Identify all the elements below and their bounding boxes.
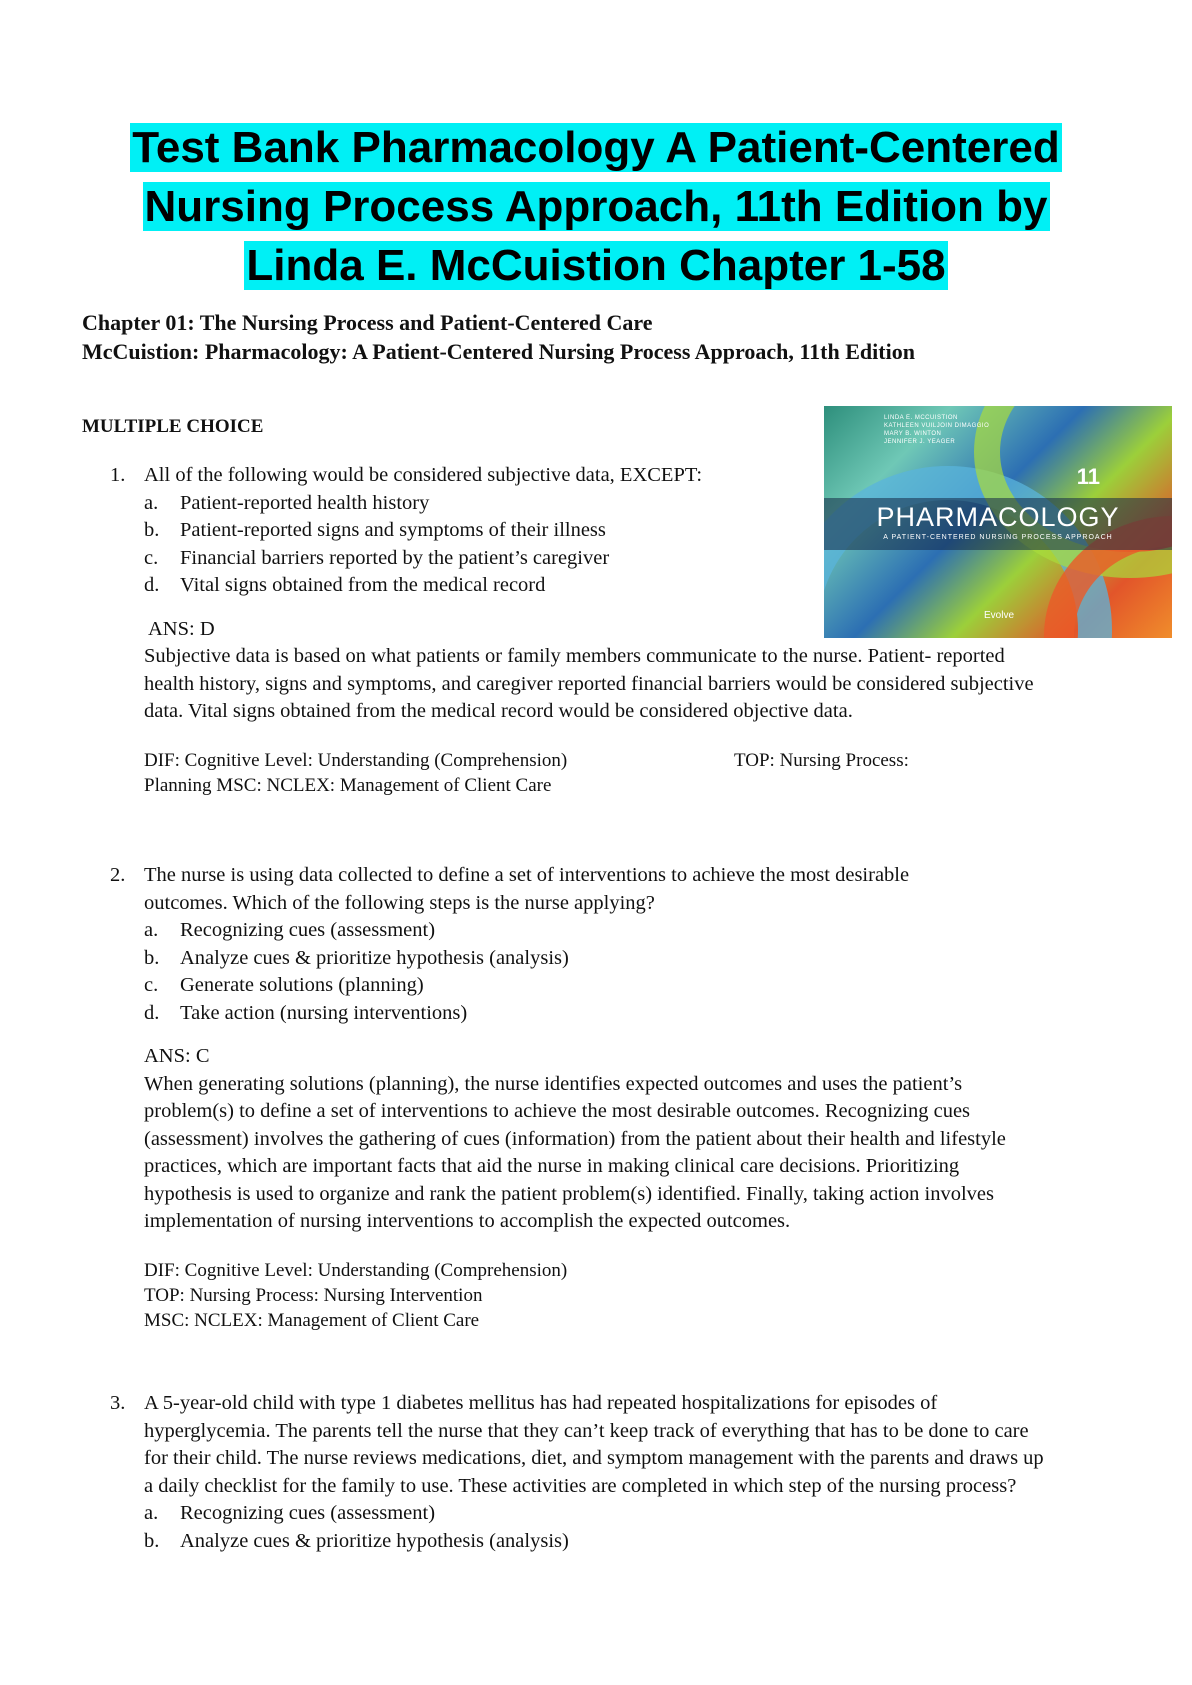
answer-key: ANS: D	[148, 617, 215, 640]
option: a. Recognizing cues (assessment)	[144, 1502, 436, 1524]
book-heading: McCuistion: Pharmacology: A Patient-Centered Nursing Process Approach, 11th Edition	[82, 339, 915, 364]
options-list	[144, 1500, 1044, 1555]
title-line-1: Test Bank Pharmacology A Patient-Centered	[132, 123, 1060, 172]
options-list	[144, 917, 1044, 1027]
section-label: MULTIPLE CHOICE	[82, 416, 264, 437]
answer-block	[144, 1043, 1044, 1236]
option: d. Take action (nursing interventions)	[144, 1001, 468, 1024]
answer-rationale: When generating solutions (planning), the nurse identifies expected outcomes and uses the patient’s problem(s) to define a set of interventions to achieve the most desirable outcomes. Recognizing cues (assessment) involves the gathering of cues (information) from the patient about their health and lifestyle practices, which are important facts that aid the nurse in making clinical care decisions. Prioritizing hypothesis is used to organize and rank the patient problem(s) identified. Finally, taking action involves implementation of nursing interventions to accomplish the expected outcomes.	[144, 1072, 1006, 1232]
chapter-header	[82, 308, 915, 366]
answer-block	[144, 616, 1044, 726]
option: b. Analyze cues & prioritize hypothesis (analysis)	[144, 1529, 569, 1552]
cover-authors: LINDA E. MCCUISTION KATHLEEN VUILJOIN DIMAGGIO MARY B. WINTON JENNIFER J. YEAGER	[884, 415, 990, 445]
metadata-top: TOP: Nursing Process:	[734, 749, 909, 771]
document-title	[60, 118, 1132, 295]
answer-key: ANS: C	[144, 1045, 210, 1067]
question-number: 3.	[110, 1392, 126, 1414]
question-metadata: DIF: Cognitive Level: Understanding (Comprehension) TOP: Nursing Process: Nursing Intervention MSC: NCLEX: Management of Client Care	[144, 1259, 568, 1331]
answer-rationale: Subjective data is based on what patients or family members communicate to the nurse. Patient- reported health history, signs and symptoms, and caregiver reported financial barriers would be considered subjective data. Vital signs obtained from the medical record would be considered objective data.	[144, 645, 1034, 722]
option: a. Patient-reported health history	[144, 491, 430, 514]
title-line-3: Linda E. McCuistion Chapter 1-58	[246, 241, 946, 290]
cover-subtitle: A PATIENT-CENTERED NURSING PROCESS APPROACH	[883, 534, 1113, 541]
cover-title: PHARMACOLOGY	[876, 502, 1120, 532]
question-2	[110, 862, 1044, 1333]
option: c. Financial barriers reported by the patient’s caregiver	[144, 546, 610, 569]
question-number: 1.	[110, 464, 126, 486]
option: b. Analyze cues & prioritize hypothesis (analysis)	[144, 946, 569, 969]
options-list	[144, 490, 1044, 600]
question-text: A 5-year-old child with type 1 diabetes mellitus has had repeated hospitalizations for episodes of hyperglycemia. The parents tell the nurse that they can’t keep track of everything that has to be done to care for their child. The nurse reviews medications, diet, and symptom management with the parents and draws up a daily checklist for the family to use. These activities are completed in which step of the nursing process?	[144, 1392, 1044, 1497]
question-3	[110, 1390, 1044, 1555]
question-number: 2.	[110, 864, 126, 886]
cover-edition: 11	[1076, 464, 1100, 489]
question-1	[110, 462, 1044, 798]
option: b. Patient-reported signs and symptoms of their illness	[144, 519, 606, 541]
option: d. Vital signs obtained from the medical record	[144, 574, 546, 596]
question-metadata: DIF: Cognitive Level: Understanding (Comprehension) TOP: Nursing Process: Planning MSC: NCLEX: Management of Client Care	[144, 749, 909, 796]
option: a. Recognizing cues (assessment)	[144, 919, 436, 941]
question-text: All of the following would be considered subjective data, EXCEPT:	[144, 464, 703, 486]
option: c. Generate solutions (planning)	[144, 974, 424, 996]
chapter-heading: Chapter 01: The Nursing Process and Patient-Centered Care	[82, 310, 653, 335]
title-line-2: Nursing Process Approach, 11th Edition by	[144, 182, 1048, 231]
cover-brand: Evolve	[984, 610, 1015, 621]
question-text: The nurse is using data collected to define a set of interventions to achieve the most desirable outcomes. Which of the following steps is the nurse applying?	[144, 864, 910, 914]
